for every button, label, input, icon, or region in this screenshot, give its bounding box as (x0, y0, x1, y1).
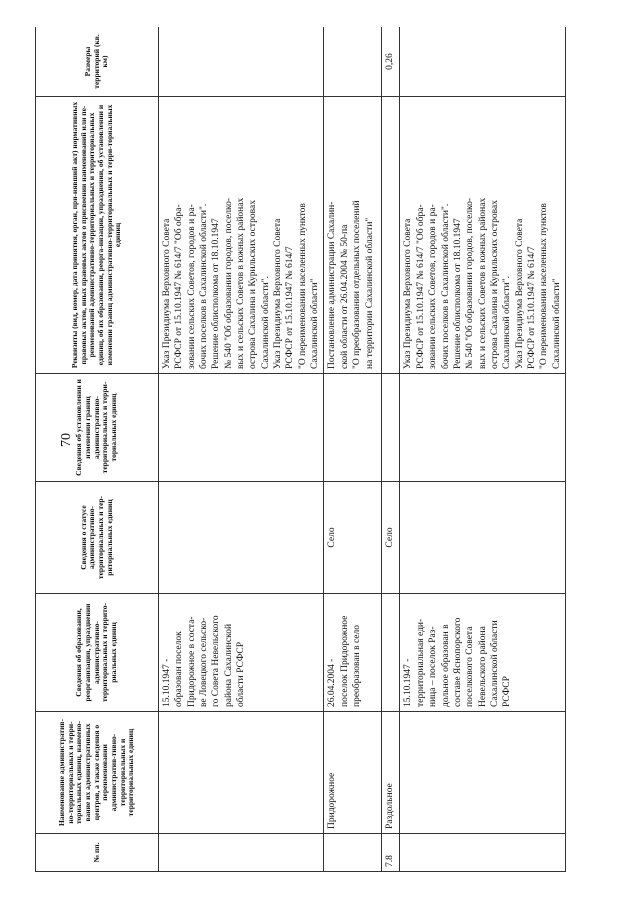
table-row (324, 27, 382, 872)
cell-formation: 15.10.1947 - образован поселок Придорожное в соста- ве Ловецкого сельско- го Совета Невельского района Сахалинской области РСФСР (159, 594, 324, 712)
cell-area (159, 27, 324, 97)
cell-borders (159, 374, 324, 482)
cell-status (159, 482, 324, 594)
cell-num (159, 834, 324, 872)
header-num: № пп. (36, 834, 159, 872)
cell-status: Село (382, 482, 400, 594)
header-acts: Реквизиты (вид, номер, дата принятия, орган, при-нявший акт) нормативных правовых актов, иных правовых актов о присвоении наименований или пе-реименований административно-территориальных и территориальных единиц, об их образовании, реорга-низации, упразднении, об установлении и изменении границ административно-территориальных и терри-ториальных единиц (36, 97, 159, 374)
cell-acts: Указ Президиума Верховного Совета РСФСР от 15.10.1947 № 614/7 "Об обра- зовании сельских Советов, городов и ра- бочих поселков в Сахалинской области". Решение облисполкома от 18.10.1947 № 540 "Об образовании городов, поселко- вых и сельских Советов в южных районах острова Сахалина и Курильских островах Сахалинской области". Указ Президиума Верховного Совета РСФСР от 15.10.1947 № 614/7 "О переименовании населенных пунктов Сахалинской области" (400, 97, 565, 374)
cell-name: Придорожное (324, 712, 382, 834)
header-formation: Сведения об образовании, реорганизации, упразднении административно-территориальных и террито-риальных единиц (36, 594, 159, 712)
cell-formation: 26.04.2004 - поселок Придорожное преобразован в село (324, 594, 382, 712)
page-number: 70 (59, 433, 74, 447)
cell-acts: Постановление администрации Сахалин- ской области от 26.04.2004 № 50-па "О преобразовании отдельных поселений на территории Сахалинской области" (324, 97, 382, 374)
territory-table (35, 27, 566, 872)
cell-formation: 15.10.1947 - территориальная еди- ница – поселок Раз- дольное образован в составе Яснопорского поселкового Совета Невельского района Сахалинской области РСФСР (400, 594, 565, 712)
header-status: Сведения о статусе административно-территориальных и тер-риториальных единиц (36, 482, 159, 594)
table-row (159, 27, 324, 872)
cell-area (324, 27, 382, 97)
cell-name (159, 712, 324, 834)
table-row (400, 27, 565, 872)
header-area: Размеры территорий (кв. км) (36, 27, 159, 97)
cell-borders (400, 374, 565, 482)
cell-status (400, 482, 565, 594)
table-row (382, 27, 400, 872)
cell-num (324, 834, 382, 872)
cell-acts (382, 97, 400, 374)
cell-name (400, 712, 565, 834)
cell-status: Село (324, 482, 382, 594)
cell-area: 0,26 (382, 27, 400, 97)
cell-acts: Указ Президиума Верховного Совета РСФСР от 15.10.1947 № 614/7 "Об обра- зовании сельских Советов, городов и ра- бочих поселков в Сахалинской области". Решение облисполкома от 18.10.1947 № 540 "Об образовании городов, поселко- вых и сельских Советов в южных районах острова Сахалина и Курильских островах Сахалинской области". Указ Президиума Верховного Совета РСФСР от 15.10.1947 № 614/7 "О переименовании населенных пунктов Сахалинской области" (159, 97, 324, 374)
cell-name: Раздольное (382, 712, 400, 834)
cell-num (400, 834, 565, 872)
table-header-row (36, 27, 159, 872)
cell-borders (382, 374, 400, 482)
cell-formation (382, 594, 400, 712)
document-sheet (35, 27, 600, 872)
cell-num: 7.8 (382, 834, 400, 872)
cell-borders (324, 374, 382, 482)
cell-area (400, 27, 565, 97)
header-name: Наименование административ-но-территориальных и терри-ториальных единиц, наимено-вание их административных центров, а также сведения о переименовании административ-тивно-территориальных и территориальных единиц (36, 712, 159, 834)
header-borders: Сведения об установлении и изменении границ административно-территориальных и терри-ториальных единиц (36, 374, 159, 482)
